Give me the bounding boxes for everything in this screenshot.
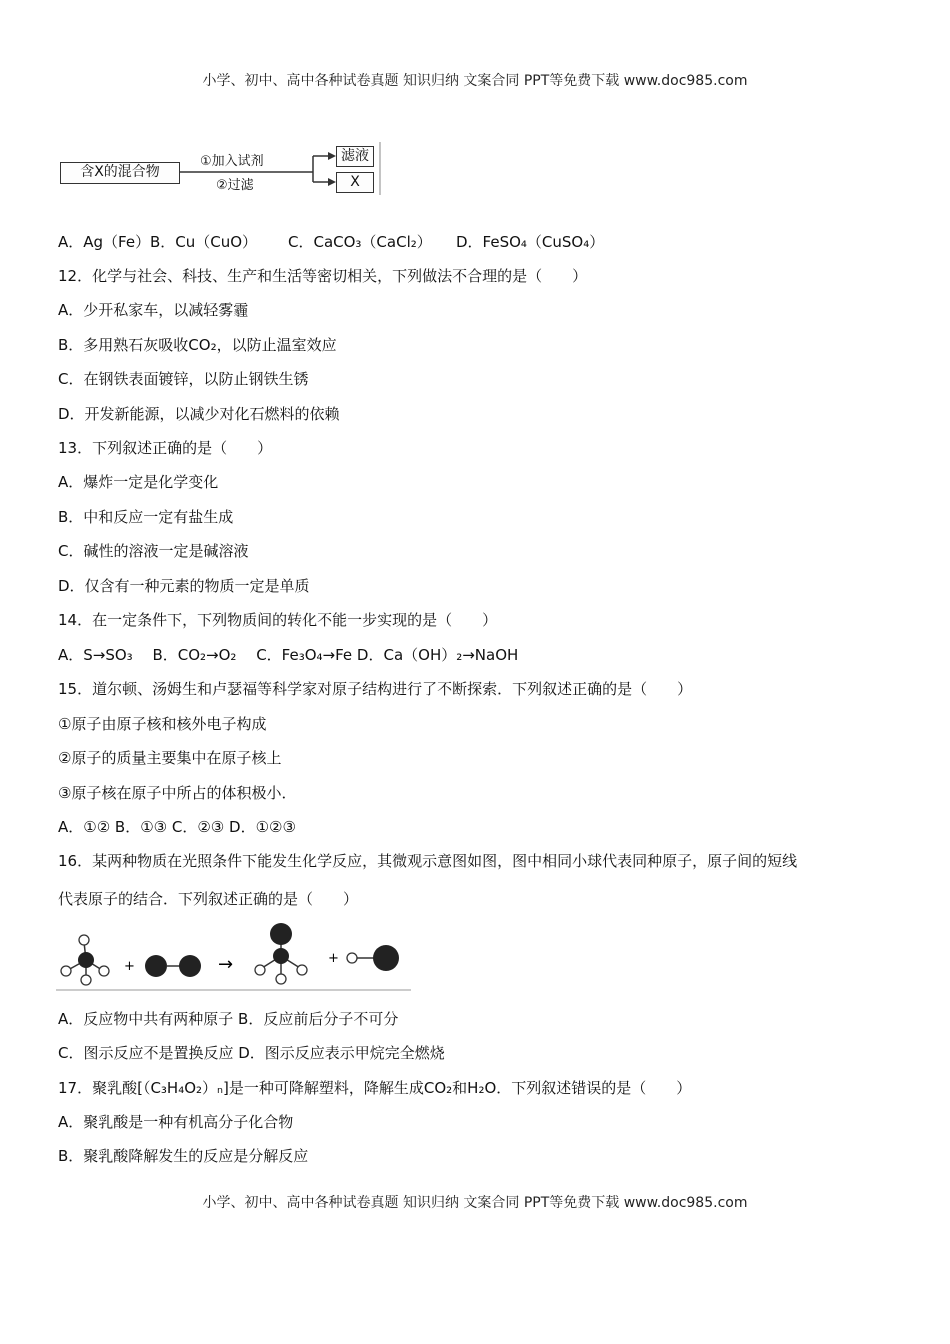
q16-stem-line2: 代表原子的结合．下列叙述正确的是（ ） bbox=[58, 890, 359, 908]
q15-stem: 15．道尔顿、汤姆生和卢瑟福等科学家对原子结构进行了不断探索．下列叙述正确的是（ ） bbox=[58, 680, 693, 698]
q16-options-cd: C．图示反应不是置换反应 D．图示反应表示甲烷完全燃烧 bbox=[58, 1044, 445, 1062]
q17-option-b: B．聚乳酸降解发生的反应是分解反应 bbox=[58, 1147, 309, 1165]
q17-option-a: A．聚乳酸是一种有机高分子化合物 bbox=[58, 1113, 294, 1131]
q15-statement-3: ③原子核在原子中所占的体积极小． bbox=[58, 784, 297, 802]
q13-option-d: D．仅含有一种元素的物质一定是单质 bbox=[58, 577, 310, 595]
reaction-diagram bbox=[56, 920, 416, 994]
q12-option-b: B．多用熟石灰吸收CO₂，以防止温室效应 bbox=[58, 336, 337, 354]
q15-statement-2: ②原子的质量主要集中在原子核上 bbox=[58, 749, 282, 767]
q11-option-c: C．CaCO₃（CaCl₂） bbox=[288, 233, 432, 251]
step2-label: ②过滤 bbox=[216, 178, 254, 193]
methane-molecule bbox=[61, 935, 109, 985]
filtrate-box: 滤液 bbox=[336, 146, 374, 167]
q11-option-d: D．FeSO₄（CuSO₄） bbox=[456, 233, 605, 251]
q17-stem: 17．聚乳酸[（C₃H₄O₂）ₙ]是一种可降解塑料，降解生成CO₂和H₂O．下列叙述错误的是（ ） bbox=[58, 1079, 692, 1097]
q11-options bbox=[58, 232, 604, 252]
q13-option-a: A．爆炸一定是化学变化 bbox=[58, 473, 219, 491]
page-footer: 小学、初中、高中各种试卷真题 知识归纳 文案合同 PPT等免费下载 www.doc985.com bbox=[202, 1195, 748, 1211]
q12-option-c: C．在钢铁表面镀锌，以防止钢铁生锈 bbox=[58, 370, 309, 388]
q12-option-a: A．少开私家车，以减轻雾霾 bbox=[58, 301, 249, 319]
q15-statement-1: ①原子由原子核和核外电子构成 bbox=[58, 715, 267, 733]
page-header: 小学、初中、高中各种试卷真题 知识归纳 文案合同 PPT等免费下载 www.doc985.com bbox=[202, 73, 748, 89]
q11-option-b: B．Cu（CuO） bbox=[150, 233, 258, 251]
q11-option-a: A．Ag（Fe） bbox=[58, 233, 151, 251]
hcl-molecule bbox=[347, 945, 399, 971]
q13-stem: 13．下列叙述正确的是（ ） bbox=[58, 439, 273, 457]
q12-stem: 12．化学与社会、科技、生产和生活等密切相关，下列做法不合理的是（ ） bbox=[58, 267, 588, 285]
reaction-arrow: → bbox=[218, 954, 234, 975]
product-molecule bbox=[255, 923, 307, 984]
q16-stem-line1: 16．某两种物质在光照条件下能发生化学反应，其微观示意图如图，图中相同小球代表同种原子，原子间的短线 bbox=[58, 852, 798, 870]
q15-options: A．①② B．①③ C．②③ D．①②③ bbox=[58, 818, 296, 836]
q16-options-ab: A．反应物中共有两种原子 B．反应前后分子不可分 bbox=[58, 1010, 399, 1028]
chlorine-molecule bbox=[145, 955, 201, 977]
step1-label: ①加入试剂 bbox=[200, 154, 264, 169]
q13-option-c: C．碱性的溶液一定是碱溶液 bbox=[58, 542, 249, 560]
q14-stem: 14．在一定条件下，下列物质间的转化不能一步实现的是（ ） bbox=[58, 611, 498, 629]
x-box: X bbox=[336, 172, 374, 193]
plus-sign-2: + bbox=[328, 951, 339, 966]
q13-option-b: B．中和反应一定有盐生成 bbox=[58, 508, 234, 526]
q12-option-d: D．开发新能源，以减少对化石燃料的依赖 bbox=[58, 405, 340, 423]
mixture-box: 含X的混合物 bbox=[60, 162, 180, 184]
plus-sign-1: + bbox=[124, 959, 135, 974]
separation-diagram bbox=[58, 140, 388, 200]
q14-options: A．S→SO₃ B．CO₂→O₂ C．Fe₃O₄→Fe D．Ca（OH）₂→NaOH bbox=[58, 646, 519, 664]
